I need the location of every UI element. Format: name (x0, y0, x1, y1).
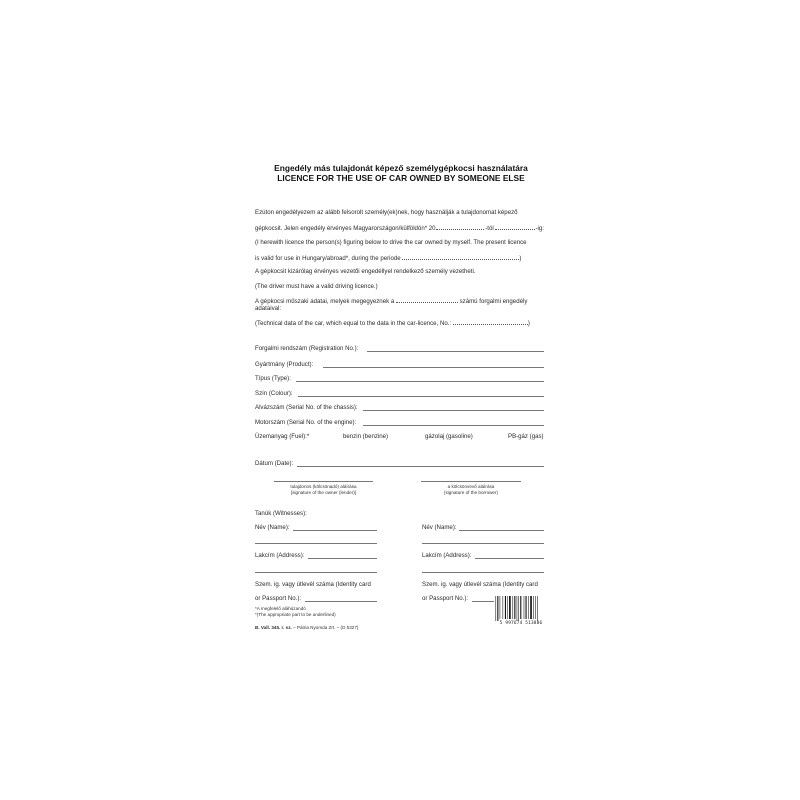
chassis-label: Alvázszám (Serial No. of the chassis): (255, 404, 358, 411)
form-code: B. Vall. 345. r. sz. (255, 625, 292, 630)
witness2-id-label-2: or Passport No.): (422, 595, 469, 602)
intro-line-2 (255, 224, 544, 232)
fuel-option-gasoline[interactable]: gázolaj (gasoline) (425, 433, 473, 440)
product-label: Gyártmány (Product): (255, 361, 314, 368)
intro-line-2-to: -ig: (535, 225, 544, 232)
witness1-name-field-2[interactable] (255, 543, 377, 544)
period-field[interactable] (402, 254, 522, 262)
witness1-address-field[interactable] (308, 558, 377, 559)
colour-field[interactable] (298, 396, 544, 397)
from-date-field[interactable] (436, 224, 484, 230)
product-field[interactable] (323, 367, 544, 368)
footnote-hu: *A megfelelő aláhúzandó (255, 606, 306, 611)
fuel-option-benzine[interactable]: benzin (benzine) (343, 433, 389, 440)
witness1-id-label-2: or Passport No.): (255, 595, 302, 602)
registration-label: Forgalmi rendszám (Registration No.): (255, 345, 359, 352)
witness2-address-field[interactable] (475, 558, 544, 559)
barcode-icon (494, 595, 548, 621)
type-label: Típus (Type): (255, 375, 291, 382)
fuel-option-gas[interactable]: PB-gáz (gas) (508, 433, 544, 440)
owner-signature-label-en: [signature of the owner (lender)] (290, 490, 357, 495)
title-hungarian: Engedély más tulajdonát képező személygépkocsi használatára (274, 163, 528, 173)
intro-line-4-text: is valid for use in Hungary/abroad*, during the periode (255, 255, 401, 262)
footnote-en: *(The appropriate part to be underlined) (255, 612, 336, 617)
witness2-name-label: Név (Name): (422, 524, 457, 531)
car-licence-number-field[interactable] (453, 319, 528, 325)
to-date-field[interactable] (495, 224, 535, 230)
intro-line-8: adataival: (255, 305, 282, 312)
witness1-id-label: Szem. ig. vagy útlevél száma (Identity card (255, 581, 371, 588)
licence-form (255, 163, 547, 633)
type-field[interactable] (296, 381, 544, 382)
licence-number-field[interactable] (396, 297, 458, 303)
intro-line-6: (The driver must have a valid driving licence.) (255, 283, 378, 290)
footer (255, 625, 358, 631)
owner-signature-line[interactable] (274, 481, 373, 482)
borrower-signature-label-en: (signature of the borrower) (443, 490, 499, 495)
witness2-id-label: Szem. ig. vagy útlevél száma (Identity card (422, 581, 538, 588)
intro-line-9 (255, 319, 530, 327)
intro-line-2-text: gépkocsit. Jelen engedély érvényes Magyarországon/külföldön* 20 (255, 225, 436, 232)
witness2-address-field-2[interactable] (422, 572, 544, 573)
intro-line-9-text: (Technical data of the car, which equal to the data in the car-licence, No.: (255, 320, 452, 327)
witness1-address-label: Lakcím (Address): (255, 552, 305, 559)
fuel-label: Üzemanyag (Fuel):* (255, 433, 310, 440)
witness1-address-field-2[interactable] (255, 572, 377, 573)
intro-line-4 (255, 254, 521, 262)
intro-line-4-close: ) (519, 255, 522, 262)
intro-line-7 (255, 297, 527, 305)
intro-line-2-from: -tól (485, 225, 494, 232)
title-english: LICENCE FOR THE USE OF CAR OWNED BY SOMEONE ELSE (277, 173, 525, 183)
publisher: – Pátria Nyomda Zrt. – (D 5327) (293, 625, 359, 630)
borrower-signature-label: a kölcsönvevő aláírása (447, 484, 495, 489)
date-field[interactable] (297, 466, 544, 467)
owner-signature-label: tulajdonos (kölcsönadó) aláírása (290, 484, 357, 489)
witness1-name-label: Név (Name): (255, 524, 290, 531)
witness2-address-label: Lakcím (Address): (422, 552, 472, 559)
intro-line-7-end: számú forgalmi engedély (459, 298, 528, 305)
engine-field[interactable] (363, 425, 544, 426)
registration-field[interactable] (367, 351, 544, 352)
witness1-name-field[interactable] (293, 530, 377, 531)
witness1-id-field[interactable] (305, 601, 377, 602)
chassis-field[interactable] (363, 410, 544, 411)
borrower-signature-line[interactable] (421, 481, 521, 482)
colour-label: Szín (Colour): (255, 390, 293, 397)
intro-line-7-text: A gépkocsi műszaki adatai, melyek megegyeznek a (255, 298, 395, 305)
witnesses-heading: Tanúk (Witnesses): (255, 510, 307, 517)
witness2-name-field[interactable] (459, 530, 544, 531)
witness2-name-field-2[interactable] (422, 543, 544, 544)
intro-line-3: (I herewith licence the person(s) figuring below to drive the car owned by myself. The present licence (255, 239, 527, 246)
engine-label: Motorszám (Serial No. of the engine): (255, 419, 357, 426)
intro-line-5: A gépkocsit kizárólag érvényes vezetői engedéllyel rendelkező személy vezetheti. (255, 268, 476, 275)
date-label: Dátum (Date): (255, 460, 294, 467)
barcode-number: 5 997674 513886 (499, 621, 543, 626)
intro-line-1: Ezúton engedélyezem az alább felsorolt személy(ek)nek, hogy használják a tulajdonomat képező (255, 209, 518, 216)
intro-line-9-close: ) (527, 320, 530, 327)
